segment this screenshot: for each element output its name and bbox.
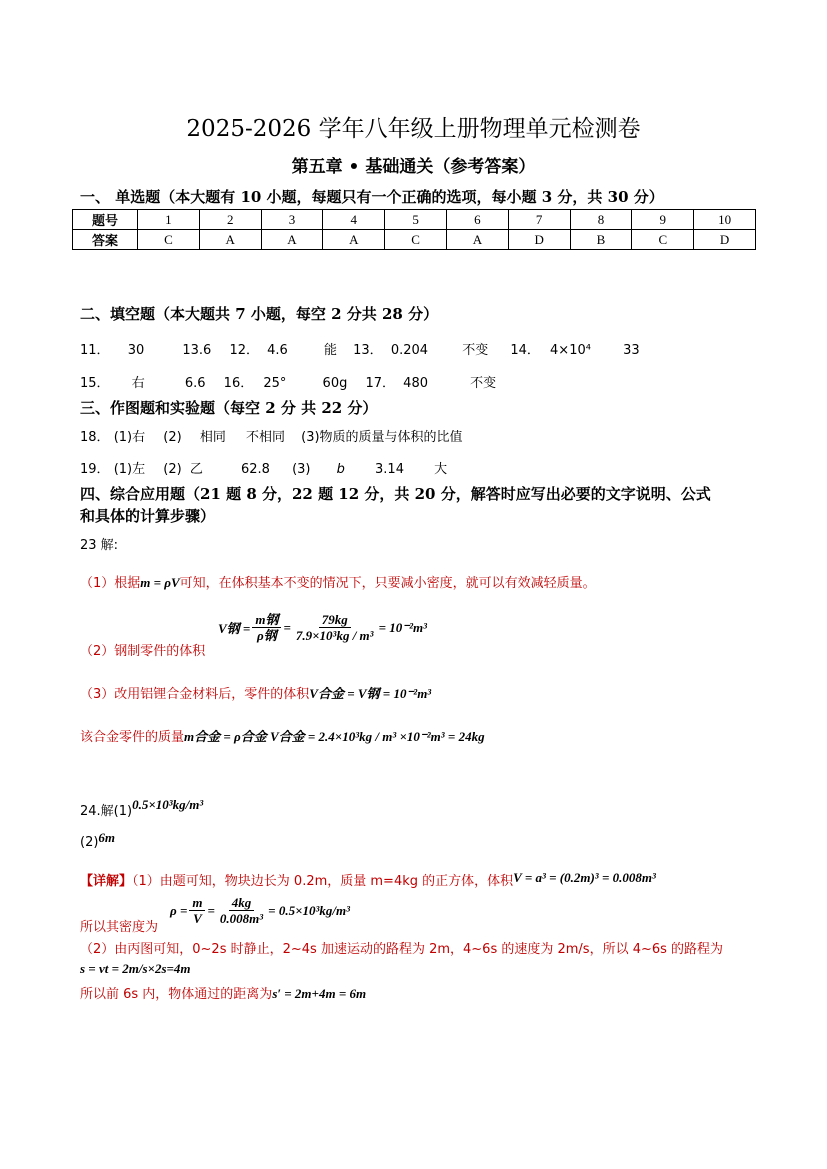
section4-heading: 四、综合应用题（21 题 8 分，22 题 12 分，共 20 分，解答时应写出必要的文字说明、公式 [80, 485, 711, 503]
answer-text: (2) [163, 430, 182, 445]
table-cell: D [694, 230, 756, 250]
answer-text: 16． [223, 376, 254, 391]
fill-answers-line2 [80, 372, 496, 391]
answer-text: 25° [263, 376, 287, 391]
answer-text: (1)右 [113, 430, 146, 445]
answer-text: (1)左 [113, 462, 146, 477]
q23-part2-formula: V钢 = $\frac{\text{m钢}}{\text{ρ钢}}$ = $\frac{79kg}{\text{7.9×10³kg / m³}}$ = 10⁻²m³ [218, 612, 428, 643]
section2-heading: 二、填空题（本大题共 7 小题，每空 2 分共 28 分） [80, 305, 439, 323]
q24-detail4 [80, 983, 366, 1002]
q23-fraction [252, 612, 281, 643]
q23-label: 23 解: [80, 538, 119, 553]
q24-detail1 [80, 870, 656, 889]
q24-detail3-formula: s = vt = 2m/s×2s=4m [80, 961, 191, 976]
q23-fraction [293, 612, 377, 643]
answer-text: 30 [127, 343, 145, 358]
q24-formula: s′ = 2m+4m = 6m [272, 986, 367, 1001]
section1-heading: 一、 单选题（本大题有 10 小题，每题只有一个正确的选项，每小题 3 分，共 30 分） [80, 188, 664, 206]
answer-text: (3)物质的质量与体积的比值 [301, 430, 463, 445]
answer-text: 大 [434, 462, 448, 477]
fraction-denominator: 0.008m³ [219, 911, 264, 926]
section4-heading-cont: 和具体的计算步骤） [80, 507, 216, 525]
answer-text: 33 [623, 343, 640, 358]
q23-part4 [80, 726, 485, 745]
table-cell: 7 [508, 210, 570, 230]
answer-text: 14． [510, 343, 540, 358]
answer-text: 60g [322, 376, 348, 391]
table-cell: 6 [446, 210, 508, 230]
table-cell: 8 [570, 210, 632, 230]
fraction-denominator: 7.9×10³kg / m³ [295, 628, 374, 643]
q23-part3 [80, 683, 431, 702]
table-cell: D [508, 230, 570, 250]
q24-detail2-formula: ρ = $\frac{m}{V}$ = $\frac{4kg}{\text{0.008m³}}$ = 0.5×10³kg/m³ [170, 895, 351, 926]
table-cell: 4 [323, 210, 385, 230]
q24-formula: V = a³ = (0.2m)³ = 0.008m³ [513, 870, 656, 885]
answer-text: 62.8 [240, 462, 270, 477]
answer-text: 不变 [462, 343, 489, 358]
fraction-denominator: V [193, 911, 202, 926]
answer-text: 乙 [189, 462, 203, 477]
q23-part2-text: （2）钢制零件的体积 [80, 644, 206, 659]
table-cell: 2 [199, 210, 261, 230]
q24-formula-lhs: ρ = [170, 902, 188, 918]
q24-text: 所以前 6s 内，物体通过的距离为 [80, 987, 273, 1002]
table-header-cell: 答案 [73, 230, 138, 250]
q23-formula: m = ρV [140, 575, 180, 590]
q23-formula-lhs: V钢 = [218, 621, 251, 636]
q23-formula-rhs: = 10⁻²m³ [378, 619, 428, 635]
q24-detail2-text: 所以其密度为 [80, 920, 159, 935]
table-cell: 9 [632, 210, 694, 230]
table-cell: A [199, 230, 261, 250]
answer-text: 右 [131, 376, 145, 391]
fraction-numerator: 79kg [319, 612, 351, 628]
q24-value: 6m [98, 830, 116, 845]
table-row [73, 210, 756, 230]
table-cell: C [632, 230, 694, 250]
q23-formula: V合金 = V钢 = 10⁻²m³ [309, 686, 432, 701]
table-cell: A [446, 230, 508, 250]
q24-formula-rhs: = 0.5×10³kg/m³ [268, 902, 351, 918]
table-cell: B [570, 230, 632, 250]
answer-text: 相同 [199, 430, 226, 445]
fill-answers-line1 [80, 339, 640, 358]
table-cell: C [385, 230, 447, 250]
table-cell: 10 [694, 210, 756, 230]
q24-detail3: （2）由丙图可知，0~2s 时静止，2~4s 加速运动的路程为 2m，4~6s 的速度为 2m/s，所以 4~6s 的路程为 [80, 942, 724, 957]
fraction-numerator: 4kg [229, 895, 255, 911]
answer-text: 4.6 [267, 343, 288, 358]
q23-formula: m合金 = ρ合金 V合金 = 2.4×10³kg / m³ ×10⁻²m³ = 24kg [184, 729, 485, 744]
q19-answers [80, 458, 447, 477]
answer-text: 480 [403, 376, 428, 391]
answer-text: 13． [353, 343, 383, 358]
q24-fraction [189, 895, 205, 926]
q24-text: （1）由题可知，物块边长为 0.2m，质量 m=4kg 的正方体，体积 [132, 874, 514, 889]
answer-text: 能 [323, 343, 337, 358]
answer-text: 19． [80, 462, 110, 477]
q24-label: (2) [80, 835, 99, 850]
table-cell: A [261, 230, 323, 250]
section3-heading: 三、作图题和实验题（每空 2 分 共 22 分） [80, 399, 378, 417]
q23-part1 [80, 572, 596, 591]
answer-text: 11． [80, 343, 110, 358]
q18-answers [80, 426, 463, 445]
q24-fraction [217, 895, 266, 926]
q23-text: 该合金零件的质量 [80, 730, 185, 745]
answer-text: 12． [229, 343, 260, 358]
page-subtitle: 第五章 • 基础通关（参考答案） [291, 157, 536, 177]
q24-answer1 [80, 797, 204, 819]
answer-text: 3.14 [375, 462, 404, 477]
q24-value: 0.5×10³kg/m³ [132, 797, 204, 812]
answer-text: (2) [163, 462, 182, 477]
table-cell: 1 [138, 210, 200, 230]
answer-text: 不变 [470, 376, 497, 391]
answer-text: 13.6 [182, 343, 212, 358]
answer-text: 4×10⁴ [550, 343, 591, 358]
table-cell: A [323, 230, 385, 250]
fraction-denominator: ρ钢 [257, 628, 277, 643]
q24-label: 24.解(1) [80, 804, 133, 819]
answer-text: (3) [292, 462, 311, 477]
fraction-numerator: m钢 [252, 612, 281, 628]
table-cell: 3 [261, 210, 323, 230]
page-title: 2025-2026 学年八年级上册物理单元检测卷 [186, 116, 641, 142]
answer-table [72, 209, 756, 250]
answer-text: 15． [80, 376, 110, 391]
q23-text: （3）改用铝锂合金材料后，零件的体积 [80, 687, 310, 702]
answer-text: b [336, 462, 345, 477]
answer-text: 不相同 [245, 430, 285, 445]
q24-detail-tag: 【详解】 [80, 874, 133, 889]
answer-text: 18． [80, 430, 110, 445]
table-header-cell: 题号 [73, 210, 138, 230]
q23-text: （1）根据 [80, 576, 141, 591]
q23-text: 可知，在体积基本不变的情况下，只要减小密度，就可以有效减轻质量。 [179, 576, 596, 591]
table-cell: 5 [385, 210, 447, 230]
answer-text: 6.6 [184, 376, 206, 391]
table-row [73, 230, 756, 250]
answer-text: 17． [365, 376, 396, 391]
q24-answer2 [80, 830, 116, 850]
table-cell: C [138, 230, 200, 250]
fraction-numerator: m [189, 895, 205, 911]
answer-text: 0.204 [390, 343, 429, 358]
